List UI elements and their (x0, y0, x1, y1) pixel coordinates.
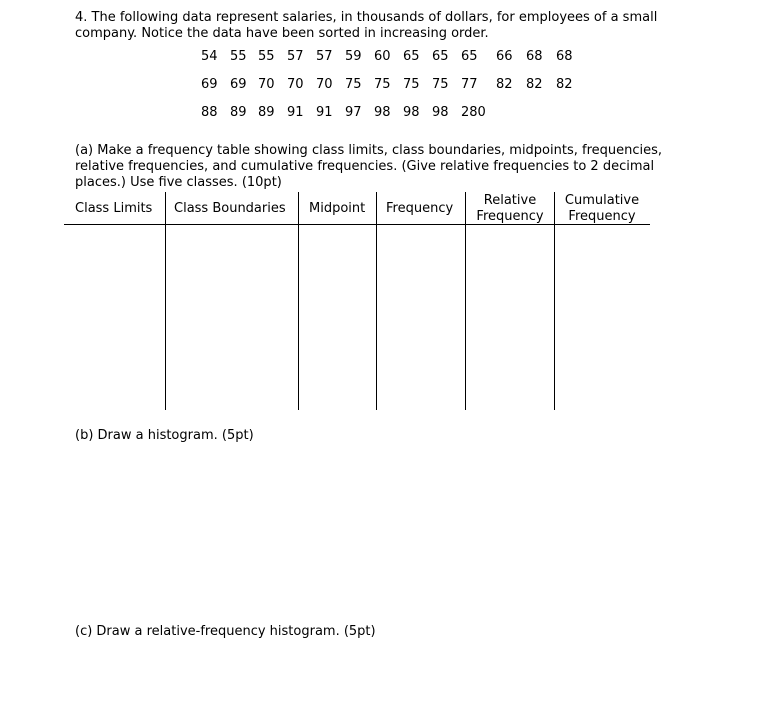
data-value: 82 (556, 77, 573, 92)
data-value: 68 (556, 49, 573, 64)
data-value: 55 (258, 49, 275, 64)
data-value: 65 (461, 49, 478, 64)
data-value: 75 (374, 77, 391, 92)
data-value: 55 (230, 49, 247, 64)
data-value: 82 (526, 77, 543, 92)
data-value: 97 (345, 105, 362, 120)
data-value: 98 (432, 105, 449, 120)
header-cumulative-frequency (556, 193, 648, 225)
column-divider-5 (554, 192, 555, 410)
data-value: 65 (403, 49, 420, 64)
data-value: 91 (287, 105, 304, 120)
data-value: 60 (374, 49, 391, 64)
column-divider-3 (376, 192, 377, 410)
data-value: 57 (287, 49, 304, 64)
header-frequency: Frequency (386, 201, 454, 216)
header-class-boundaries: Class Boundaries (174, 201, 286, 216)
column-divider-2 (298, 192, 299, 410)
header-cumulative-frequency-line-1: Cumulative (564, 193, 640, 208)
data-value: 89 (258, 105, 275, 120)
data-value: 280 (461, 105, 486, 120)
data-value: 98 (403, 105, 420, 120)
part-a-line-3: places.) Use five classes. (10pt) (75, 175, 282, 190)
header-relative-frequency (466, 193, 554, 225)
part-a-instructions (75, 143, 715, 191)
part-a-line-2: relative frequencies, and cumulative frequencies. (Give relative frequencies to 2 decimal (75, 159, 655, 174)
header-cumulative-frequency-line-2: Frequency (568, 209, 636, 224)
data-value: 91 (316, 105, 333, 120)
part-c-instructions: (c) Draw a relative-frequency histogram. (5pt) (75, 624, 376, 639)
question-intro-line-2: company. Notice the data have been sorted in increasing order. (75, 26, 489, 41)
question-intro-line-1: 4. The following data represent salaries, in thousands of dollars, for employees of a small (75, 10, 658, 25)
header-relative-frequency-line-1: Relative (483, 193, 537, 208)
header-midpoint: Midpoint (309, 201, 366, 216)
data-value: 70 (258, 77, 275, 92)
data-value: 69 (230, 77, 247, 92)
header-relative-frequency-line-2: Frequency (476, 209, 544, 224)
column-divider-4 (465, 192, 466, 410)
question-intro (75, 10, 715, 42)
data-value: 98 (374, 105, 391, 120)
part-b-instructions: (b) Draw a histogram. (5pt) (75, 428, 254, 443)
part-a-line-1: (a) Make a frequency table showing class limits, class boundaries, midpoints, frequencies, (75, 143, 663, 158)
data-value: 75 (432, 77, 449, 92)
data-value: 59 (345, 49, 362, 64)
data-value: 75 (403, 77, 420, 92)
column-divider-1 (165, 192, 166, 410)
table-header-rule (64, 224, 650, 225)
data-value: 70 (287, 77, 304, 92)
data-value: 82 (496, 77, 513, 92)
data-value: 77 (461, 77, 478, 92)
data-value: 70 (316, 77, 333, 92)
data-value: 54 (201, 49, 218, 64)
data-value: 68 (526, 49, 543, 64)
data-value: 66 (496, 49, 513, 64)
header-class-limits: Class Limits (75, 201, 153, 216)
data-value: 88 (201, 105, 218, 120)
data-value: 89 (230, 105, 247, 120)
data-value: 75 (345, 77, 362, 92)
data-value: 65 (432, 49, 449, 64)
data-value: 69 (201, 77, 218, 92)
data-value: 57 (316, 49, 333, 64)
